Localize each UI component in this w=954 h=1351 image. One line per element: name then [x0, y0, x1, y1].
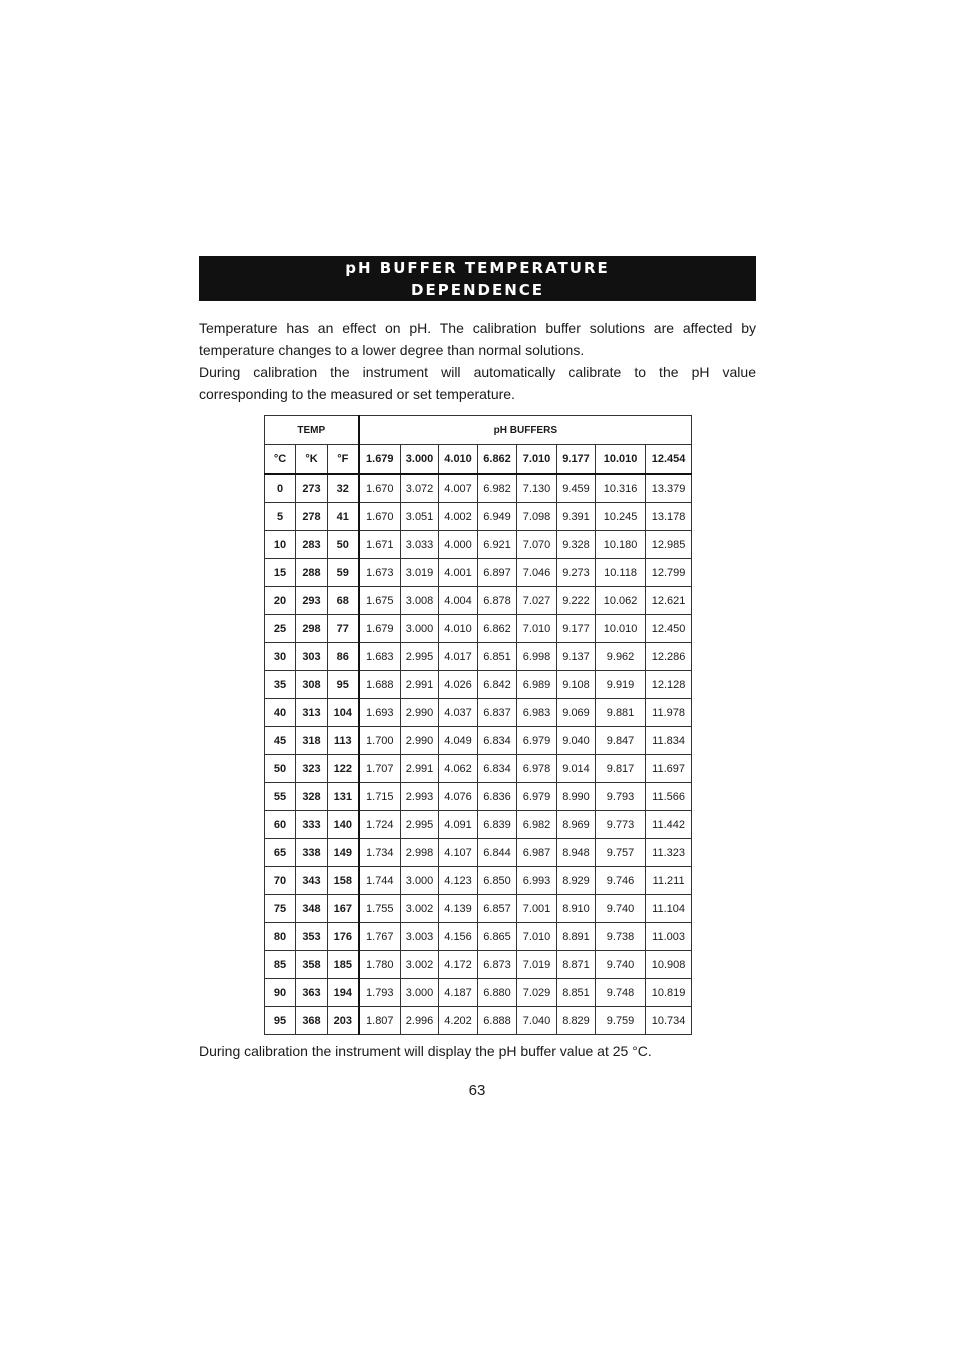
temp-c-cell: 55	[265, 783, 296, 811]
table-row	[265, 839, 692, 867]
temp-k-cell: 298	[296, 615, 328, 643]
buffer-value-cell: 7.070	[517, 531, 557, 559]
buffer-value-cell: 3.008	[401, 587, 439, 615]
temp-c-cell: 35	[265, 671, 296, 699]
buffer-value-cell: 4.010	[439, 615, 478, 643]
buffer-column-header: 10.010	[596, 445, 646, 475]
buffer-value-cell: 1.793	[359, 979, 401, 1007]
table-row	[265, 951, 692, 979]
unit-header: °K	[296, 445, 328, 475]
temp-f-cell: 194	[328, 979, 359, 1007]
buffer-value-cell: 6.897	[478, 559, 517, 587]
temp-k-cell: 293	[296, 587, 328, 615]
table-body	[265, 474, 692, 1035]
buffer-value-cell: 6.839	[478, 811, 517, 839]
temp-k-cell: 338	[296, 839, 328, 867]
buffer-value-cell: 8.851	[557, 979, 596, 1007]
buffer-value-cell: 7.027	[517, 587, 557, 615]
buffer-value-cell: 10.062	[596, 587, 646, 615]
buffer-value-cell: 4.007	[439, 474, 478, 503]
table-row	[265, 979, 692, 1007]
buffer-value-cell: 2.995	[401, 811, 439, 839]
buffer-value-cell: 9.773	[596, 811, 646, 839]
buffer-value-cell: 6.978	[517, 755, 557, 783]
buffer-value-cell: 6.993	[517, 867, 557, 895]
buffer-value-cell: 9.759	[596, 1007, 646, 1035]
buffer-value-cell: 6.834	[478, 755, 517, 783]
buffer-value-cell: 6.834	[478, 727, 517, 755]
temp-f-cell: 158	[328, 867, 359, 895]
table-row	[265, 1007, 692, 1035]
buffer-column-header: 7.010	[517, 445, 557, 475]
buffer-value-cell: 6.844	[478, 839, 517, 867]
buffer-value-cell: 10.734	[646, 1007, 692, 1035]
temp-c-cell: 0	[265, 474, 296, 503]
buffer-value-cell: 4.062	[439, 755, 478, 783]
buffer-value-cell: 9.962	[596, 643, 646, 671]
section-title-line-2: DEPENDENCE	[411, 281, 544, 299]
buffer-value-cell: 10.316	[596, 474, 646, 503]
buffer-value-cell: 4.091	[439, 811, 478, 839]
temp-k-cell: 358	[296, 951, 328, 979]
buffer-value-cell: 7.001	[517, 895, 557, 923]
temp-c-cell: 80	[265, 923, 296, 951]
buffer-value-cell: 6.982	[517, 811, 557, 839]
buffer-value-cell: 1.744	[359, 867, 401, 895]
buffer-value-cell: 7.098	[517, 503, 557, 531]
section-title-line-1: pH BUFFER TEMPERATURE	[345, 259, 610, 277]
buffer-value-cell: 9.108	[557, 671, 596, 699]
buffer-value-cell: 7.010	[517, 615, 557, 643]
temp-c-cell: 40	[265, 699, 296, 727]
buffer-value-cell: 9.459	[557, 474, 596, 503]
buffer-value-cell: 6.979	[517, 727, 557, 755]
temp-f-cell: 131	[328, 783, 359, 811]
buffer-value-cell: 4.187	[439, 979, 478, 1007]
temp-f-cell: 203	[328, 1007, 359, 1035]
buffer-value-cell: 2.996	[401, 1007, 439, 1035]
buffer-value-cell: 4.001	[439, 559, 478, 587]
buffer-value-cell: 9.069	[557, 699, 596, 727]
buffer-value-cell: 4.037	[439, 699, 478, 727]
temp-k-cell: 333	[296, 811, 328, 839]
buffer-value-cell: 8.891	[557, 923, 596, 951]
buffer-value-cell: 1.807	[359, 1007, 401, 1035]
buffer-value-cell: 6.979	[517, 783, 557, 811]
buffer-value-cell: 6.998	[517, 643, 557, 671]
buffer-value-cell: 6.880	[478, 979, 517, 1007]
buffer-value-cell: 11.442	[646, 811, 692, 839]
buffer-value-cell: 4.004	[439, 587, 478, 615]
buffer-value-cell: 6.983	[517, 699, 557, 727]
buffer-value-cell: 11.323	[646, 839, 692, 867]
table-row	[265, 643, 692, 671]
buffer-value-cell: 11.211	[646, 867, 692, 895]
buffer-value-cell: 9.817	[596, 755, 646, 783]
temp-c-cell: 50	[265, 755, 296, 783]
buffer-value-cell: 8.969	[557, 811, 596, 839]
temp-f-cell: 59	[328, 559, 359, 587]
buffer-value-cell: 6.982	[478, 474, 517, 503]
buffer-value-cell: 1.679	[359, 615, 401, 643]
buffer-value-cell: 2.993	[401, 783, 439, 811]
buffer-value-cell: 1.670	[359, 474, 401, 503]
buffer-value-cell: 3.000	[401, 867, 439, 895]
temp-f-cell: 113	[328, 727, 359, 755]
buffer-value-cell: 9.273	[557, 559, 596, 587]
buffer-value-cell: 3.000	[401, 615, 439, 643]
table-row	[265, 474, 692, 503]
buffer-value-cell: 6.865	[478, 923, 517, 951]
buffer-value-cell: 9.040	[557, 727, 596, 755]
buffer-column-header: 6.862	[478, 445, 517, 475]
buffer-column-header: 1.679	[359, 445, 401, 475]
buffer-value-cell: 7.040	[517, 1007, 557, 1035]
unit-header: °F	[328, 445, 359, 475]
buffer-value-cell: 4.139	[439, 895, 478, 923]
buffer-value-cell: 1.700	[359, 727, 401, 755]
buffer-value-cell: 3.033	[401, 531, 439, 559]
buffer-value-cell: 4.017	[439, 643, 478, 671]
page-number: 63	[468, 1082, 486, 1099]
buffer-value-cell: 9.137	[557, 643, 596, 671]
paragraph-calibration: During calibration the instrument will automatically calibrate to the pH value corresponding to the measured or set temperature.	[199, 364, 756, 402]
buffer-value-cell: 6.842	[478, 671, 517, 699]
buffer-value-cell: 8.910	[557, 895, 596, 923]
table-row	[265, 699, 692, 727]
temp-c-cell: 10	[265, 531, 296, 559]
temp-k-cell: 323	[296, 755, 328, 783]
buffer-value-cell: 3.000	[401, 979, 439, 1007]
table-row	[265, 895, 692, 923]
buffer-value-cell: 1.693	[359, 699, 401, 727]
buffer-value-cell: 6.857	[478, 895, 517, 923]
table-row	[265, 587, 692, 615]
buffer-value-cell: 10.010	[596, 615, 646, 643]
buffer-value-cell: 2.990	[401, 699, 439, 727]
buffer-value-cell: 1.707	[359, 755, 401, 783]
table-row	[265, 615, 692, 643]
buffer-value-cell: 6.836	[478, 783, 517, 811]
paragraph-temperature-effect: Temperature has an effect on pH. The calibration buffer solutions are affected by temperature changes to a lower degree than normal solutions.	[199, 320, 756, 358]
temp-f-cell: 167	[328, 895, 359, 923]
buffer-value-cell: 4.026	[439, 671, 478, 699]
buffer-value-cell: 12.799	[646, 559, 692, 587]
table-row	[265, 811, 692, 839]
column-header-row	[265, 445, 692, 475]
temp-f-cell: 176	[328, 923, 359, 951]
temp-k-cell: 313	[296, 699, 328, 727]
temp-k-cell: 278	[296, 503, 328, 531]
buffer-value-cell: 9.740	[596, 895, 646, 923]
buffer-value-cell: 6.850	[478, 867, 517, 895]
ph-buffers-header: pH BUFFERS	[359, 416, 692, 445]
temp-k-cell: 303	[296, 643, 328, 671]
buffer-value-cell: 1.670	[359, 503, 401, 531]
buffer-value-cell: 9.746	[596, 867, 646, 895]
buffer-value-cell: 1.683	[359, 643, 401, 671]
footer-note: During calibration the instrument will display the pH buffer value at 25 °C.	[199, 1043, 652, 1059]
buffer-value-cell: 9.014	[557, 755, 596, 783]
buffer-value-cell: 1.675	[359, 587, 401, 615]
buffer-value-cell: 9.793	[596, 783, 646, 811]
buffer-value-cell: 10.908	[646, 951, 692, 979]
buffer-value-cell: 4.049	[439, 727, 478, 755]
buffer-value-cell: 2.990	[401, 727, 439, 755]
buffer-value-cell: 9.847	[596, 727, 646, 755]
buffer-value-cell: 7.029	[517, 979, 557, 1007]
temp-k-cell: 368	[296, 1007, 328, 1035]
buffer-value-cell: 1.755	[359, 895, 401, 923]
buffer-value-cell: 11.003	[646, 923, 692, 951]
buffer-value-cell: 12.286	[646, 643, 692, 671]
buffer-value-cell: 4.076	[439, 783, 478, 811]
buffer-value-cell: 10.180	[596, 531, 646, 559]
buffer-value-cell: 4.107	[439, 839, 478, 867]
buffer-value-cell: 8.871	[557, 951, 596, 979]
buffer-value-cell: 8.829	[557, 1007, 596, 1035]
table-row	[265, 755, 692, 783]
temp-c-cell: 70	[265, 867, 296, 895]
buffer-value-cell: 9.919	[596, 671, 646, 699]
buffer-value-cell: 7.046	[517, 559, 557, 587]
temp-c-cell: 90	[265, 979, 296, 1007]
temp-f-cell: 185	[328, 951, 359, 979]
buffer-value-cell: 9.391	[557, 503, 596, 531]
temp-f-cell: 77	[328, 615, 359, 643]
temp-c-cell: 20	[265, 587, 296, 615]
buffer-value-cell: 1.715	[359, 783, 401, 811]
buffer-value-cell: 6.949	[478, 503, 517, 531]
buffer-value-cell: 4.002	[439, 503, 478, 531]
buffer-value-cell: 11.697	[646, 755, 692, 783]
temp-k-cell: 328	[296, 783, 328, 811]
temp-f-cell: 68	[328, 587, 359, 615]
buffer-value-cell: 3.019	[401, 559, 439, 587]
section-title	[199, 256, 756, 301]
buffer-value-cell: 6.873	[478, 951, 517, 979]
table-row	[265, 671, 692, 699]
temp-f-cell: 50	[328, 531, 359, 559]
temp-k-cell: 343	[296, 867, 328, 895]
temp-k-cell: 288	[296, 559, 328, 587]
buffer-value-cell: 12.985	[646, 531, 692, 559]
table-row	[265, 531, 692, 559]
buffer-value-cell: 9.757	[596, 839, 646, 867]
buffer-value-cell: 2.995	[401, 643, 439, 671]
temp-k-cell: 318	[296, 727, 328, 755]
temp-c-cell: 25	[265, 615, 296, 643]
temp-f-cell: 32	[328, 474, 359, 503]
temp-k-cell: 283	[296, 531, 328, 559]
temp-c-cell: 65	[265, 839, 296, 867]
buffer-value-cell: 1.724	[359, 811, 401, 839]
buffer-value-cell: 6.862	[478, 615, 517, 643]
buffer-value-cell: 12.128	[646, 671, 692, 699]
buffer-value-cell: 6.878	[478, 587, 517, 615]
buffer-value-cell: 8.948	[557, 839, 596, 867]
buffer-value-cell: 9.738	[596, 923, 646, 951]
buffer-value-cell: 6.888	[478, 1007, 517, 1035]
buffer-value-cell: 8.990	[557, 783, 596, 811]
buffer-value-cell: 4.202	[439, 1007, 478, 1035]
buffer-value-cell: 6.837	[478, 699, 517, 727]
temp-k-cell: 353	[296, 923, 328, 951]
table-row	[265, 503, 692, 531]
buffer-value-cell: 3.072	[401, 474, 439, 503]
buffer-value-cell: 3.002	[401, 895, 439, 923]
buffer-value-cell: 1.673	[359, 559, 401, 587]
buffer-value-cell: 9.177	[557, 615, 596, 643]
table-row	[265, 923, 692, 951]
buffer-value-cell: 1.734	[359, 839, 401, 867]
unit-header: °C	[265, 445, 296, 475]
buffer-value-cell: 11.566	[646, 783, 692, 811]
buffer-value-cell: 1.780	[359, 951, 401, 979]
buffer-value-cell: 3.003	[401, 923, 439, 951]
buffer-value-cell: 3.002	[401, 951, 439, 979]
buffer-value-cell: 12.621	[646, 587, 692, 615]
temp-k-cell: 348	[296, 895, 328, 923]
buffer-value-cell: 9.328	[557, 531, 596, 559]
buffer-column-header: 9.177	[557, 445, 596, 475]
buffer-column-header: 3.000	[401, 445, 439, 475]
temp-f-cell: 149	[328, 839, 359, 867]
temp-c-cell: 5	[265, 503, 296, 531]
buffer-value-cell: 6.989	[517, 671, 557, 699]
buffer-value-cell: 9.740	[596, 951, 646, 979]
temp-c-cell: 95	[265, 1007, 296, 1035]
buffer-value-cell: 11.978	[646, 699, 692, 727]
temp-f-cell: 104	[328, 699, 359, 727]
temp-c-cell: 15	[265, 559, 296, 587]
buffer-value-cell: 9.222	[557, 587, 596, 615]
buffer-value-cell: 1.671	[359, 531, 401, 559]
buffer-column-header: 12.454	[646, 445, 692, 475]
buffer-value-cell: 1.688	[359, 671, 401, 699]
temp-c-cell: 85	[265, 951, 296, 979]
temp-k-cell: 308	[296, 671, 328, 699]
buffer-value-cell: 11.834	[646, 727, 692, 755]
buffer-value-cell: 11.104	[646, 895, 692, 923]
buffer-value-cell: 4.156	[439, 923, 478, 951]
buffer-value-cell: 2.998	[401, 839, 439, 867]
temp-c-cell: 60	[265, 811, 296, 839]
buffer-value-cell: 1.767	[359, 923, 401, 951]
temp-c-cell: 30	[265, 643, 296, 671]
buffer-value-cell: 10.118	[596, 559, 646, 587]
temp-f-cell: 41	[328, 503, 359, 531]
buffer-value-cell: 7.010	[517, 923, 557, 951]
ph-buffer-table	[264, 415, 692, 1035]
buffer-value-cell: 3.051	[401, 503, 439, 531]
temp-header: TEMP	[265, 416, 359, 445]
temp-f-cell: 140	[328, 811, 359, 839]
table-row	[265, 783, 692, 811]
buffer-value-cell: 7.019	[517, 951, 557, 979]
buffer-value-cell: 6.987	[517, 839, 557, 867]
buffer-value-cell: 4.123	[439, 867, 478, 895]
temp-f-cell: 95	[328, 671, 359, 699]
table-row	[265, 559, 692, 587]
buffer-value-cell: 4.172	[439, 951, 478, 979]
temp-f-cell: 122	[328, 755, 359, 783]
buffer-value-cell: 7.130	[517, 474, 557, 503]
temp-c-cell: 45	[265, 727, 296, 755]
buffer-value-cell: 13.379	[646, 474, 692, 503]
temp-k-cell: 273	[296, 474, 328, 503]
temp-k-cell: 363	[296, 979, 328, 1007]
temp-f-cell: 86	[328, 643, 359, 671]
buffer-value-cell: 6.851	[478, 643, 517, 671]
buffer-value-cell: 9.881	[596, 699, 646, 727]
buffer-value-cell: 10.245	[596, 503, 646, 531]
buffer-value-cell: 10.819	[646, 979, 692, 1007]
buffer-value-cell: 12.450	[646, 615, 692, 643]
buffer-value-cell: 6.921	[478, 531, 517, 559]
buffer-column-header: 4.010	[439, 445, 478, 475]
table-row	[265, 727, 692, 755]
buffer-value-cell: 8.929	[557, 867, 596, 895]
buffer-value-cell: 2.991	[401, 755, 439, 783]
buffer-value-cell: 2.991	[401, 671, 439, 699]
buffer-value-cell: 4.000	[439, 531, 478, 559]
temp-c-cell: 75	[265, 895, 296, 923]
buffer-value-cell: 13.178	[646, 503, 692, 531]
table-row	[265, 867, 692, 895]
buffer-value-cell: 9.748	[596, 979, 646, 1007]
